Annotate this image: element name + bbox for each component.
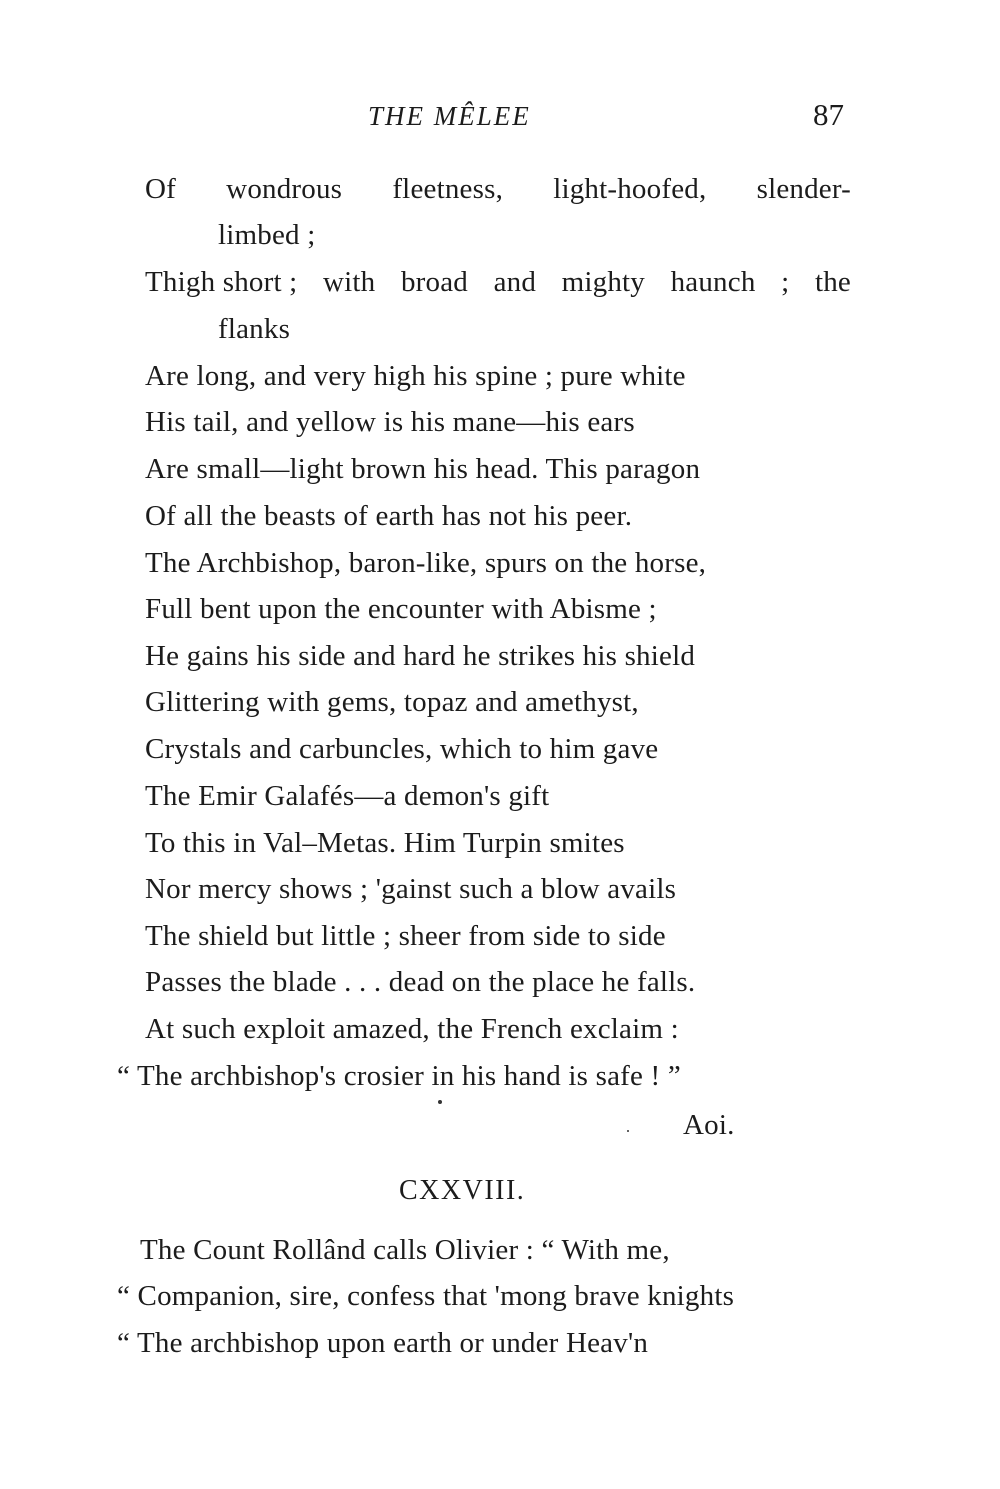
verse-line-10: Glittering with gems, topaz and amethyst, [145, 686, 639, 718]
verse-line-2-continuation: flanks [218, 313, 291, 345]
refrain-aoi: Aoi. [683, 1109, 735, 1141]
word: fleetness, [392, 173, 504, 205]
verse-line-12: The Emir Galafés—a demon's gift [145, 780, 550, 812]
stanza-heading: CXXVIII. [399, 1175, 526, 1206]
verse-line-3: Are long, and very high his spine ; pure white [145, 360, 686, 392]
running-title: THE MÊLEE [368, 101, 531, 131]
word: haunch [670, 266, 756, 298]
verse-line-1: The Count Rollând calls Olivier : “ With me, [140, 1234, 670, 1266]
verse-line-2: “ Companion, sire, confess that 'mong brave knights [117, 1280, 735, 1312]
verse-line-18: “ The archbishop's crosier in his hand is safe ! ” [117, 1060, 681, 1092]
verse-line-7: The Archbishop, baron-like, spurs on the horse, [145, 547, 707, 579]
verse-line-8: Full bent upon the encounter with Abisme ; [145, 593, 657, 625]
verse-line-11: Crystals and carbuncles, which to him gave [145, 733, 659, 765]
ink-speck [438, 1100, 442, 1104]
verse-line-15: The shield but little ; sheer from side to side [145, 920, 666, 952]
word: light-hoofed, [553, 173, 707, 205]
verse-line-9: He gains his side and hard he strikes his shield [145, 640, 696, 672]
verse-line-13: To this in Val–Metas. Him Turpin smites [145, 827, 625, 859]
word: wondrous [226, 173, 343, 205]
word: ; [781, 266, 790, 298]
word: with [323, 266, 376, 298]
verse-line-17: At such exploit amazed, the French exclaim : [145, 1013, 679, 1045]
verse-line-14: Nor mercy shows ; 'gainst such a blow avails [145, 873, 677, 905]
verse-line-16: Passes the blade . . . dead on the place he falls. [145, 966, 696, 998]
verse-line-6: Of all the beasts of earth has not his peer. [145, 500, 633, 532]
word: and [493, 266, 537, 298]
word: Thigh short ; [145, 266, 298, 298]
verse-line-4: His tail, and yellow is his mane—his ears [145, 406, 635, 438]
verse-line-1-continuation: limbed ; [218, 219, 316, 251]
word: the [814, 266, 851, 298]
word: slender- [756, 173, 851, 205]
verse-line-3: “ The archbishop upon earth or under Heav'n [117, 1327, 649, 1359]
ink-speck [627, 1130, 629, 1132]
word: Of [145, 173, 177, 205]
word: broad [400, 266, 468, 298]
verse-line-5: Are small—light brown his head. This paragon [145, 453, 701, 485]
page-number: 87 [813, 97, 844, 132]
word: mighty [561, 266, 645, 298]
